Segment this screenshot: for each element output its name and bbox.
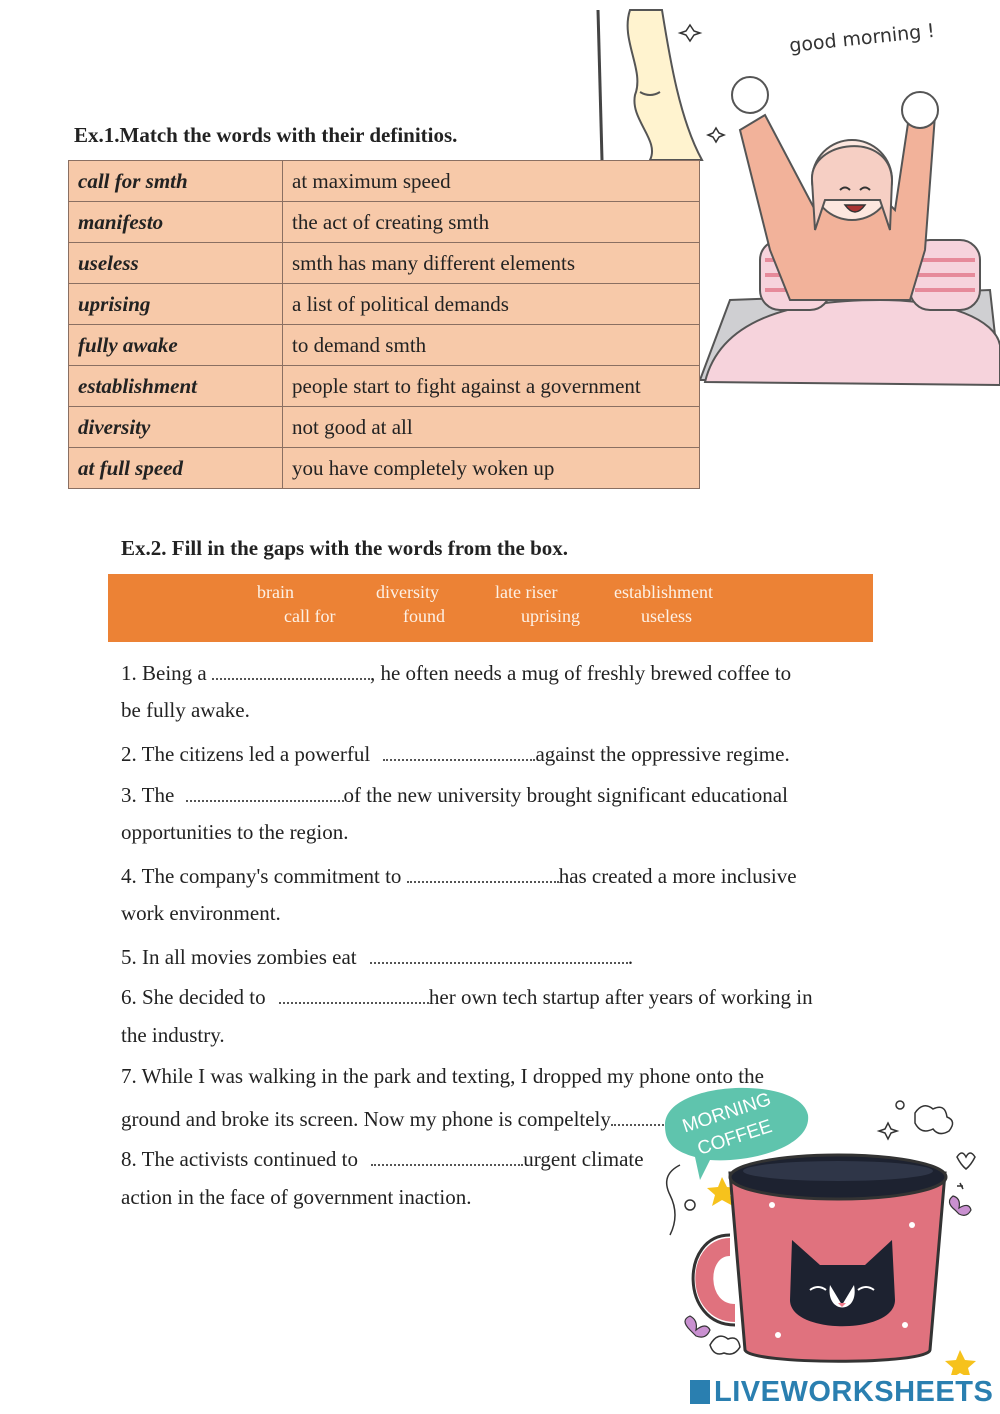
word-box-item: brain — [257, 582, 294, 602]
table-row — [69, 448, 700, 489]
answer-gap[interactable] — [383, 741, 535, 761]
sentence-6: 6. She decided to her own tech startup after years of working in — [121, 985, 813, 1009]
table-row — [69, 202, 700, 243]
word-cell[interactable]: fully awake — [69, 325, 283, 366]
table-row — [69, 161, 700, 202]
definition-cell[interactable]: smth has many different elements — [283, 243, 700, 284]
sentence-4-cont: work environment. — [121, 901, 281, 925]
liveworksheets-logo[interactable]: LIVEWORKSHEETS — [690, 1376, 993, 1409]
definition-cell[interactable]: the act of creating smth — [283, 202, 700, 243]
sentence-1-cont: be fully awake. — [121, 698, 250, 722]
word-cell[interactable]: diversity — [69, 407, 283, 448]
definition-cell[interactable]: people start to fight against a government — [283, 366, 700, 407]
sentence-2: 2. The citizens led a powerful against the oppressive regime. — [121, 742, 790, 766]
table-row — [69, 284, 700, 325]
word-box-item: establishment — [614, 582, 713, 602]
word-box-item: found — [403, 606, 445, 626]
sentence-6-cont: the industry. — [121, 1023, 225, 1047]
exercise2-title: Ex.2. Fill in the gaps with the words from the box. — [121, 536, 569, 560]
sentence-7-cont: ground and broke its screen. Now my phone is compeltely — [121, 1106, 801, 1130]
word-cell[interactable]: manifesto — [69, 202, 283, 243]
word-box-item: late riser — [495, 582, 558, 602]
word-cell[interactable]: establishment — [69, 366, 283, 407]
word-cell[interactable]: at full speed — [69, 448, 283, 489]
table-row — [69, 366, 700, 407]
sentence-1: 1. Being a , he often needs a mug of freshly brewed coffee to — [121, 661, 792, 685]
exercise1-title: Ex.1.Match the words with their definitios. — [74, 123, 458, 147]
definition-cell[interactable]: to demand smth — [283, 325, 700, 366]
sentence-5: 5. In all movies zombies eat . — [121, 945, 634, 969]
sentence-7: 7. While I was walking in the park and texting, I dropped my phone onto the — [121, 1064, 764, 1088]
table-row — [69, 325, 700, 366]
answer-gap[interactable] — [212, 660, 370, 680]
word-box-item: uprising — [521, 606, 581, 626]
definition-cell[interactable]: a list of political demands — [283, 284, 700, 325]
definition-cell[interactable]: not good at all — [283, 407, 700, 448]
definition-cell[interactable]: at maximum speed — [283, 161, 700, 202]
word-box-item: call for — [284, 606, 336, 626]
word-cell[interactable]: useless — [69, 243, 283, 284]
sentence-3: 3. The of the new university brought significant educational — [121, 783, 788, 807]
word-box-item: useless — [641, 606, 692, 626]
table-row — [69, 407, 700, 448]
answer-gap[interactable] — [371, 1146, 523, 1166]
answer-gap[interactable] — [279, 984, 429, 1004]
matching-table — [68, 160, 700, 489]
definition-cell[interactable]: you have completely woken up — [283, 448, 700, 489]
logo-mark-icon — [690, 1380, 710, 1404]
answer-gap[interactable] — [407, 863, 559, 883]
word-box — [108, 574, 873, 642]
sentence-3-cont: opportunities to the region. — [121, 820, 349, 844]
good-morning-caption: good morning ! — [788, 19, 936, 57]
answer-gap[interactable] — [186, 782, 344, 802]
table-row — [69, 243, 700, 284]
sentence-8: 8. The activists continued to urgent climate — [121, 1147, 644, 1171]
word-box-item: diversity — [376, 582, 439, 602]
sentence-4: 4. The company's commitment to has created a more inclusive — [121, 864, 797, 888]
word-cell[interactable]: uprising — [69, 284, 283, 325]
morning-coffee-badge: MORNING COFFEE — [679, 1088, 775, 1160]
sentence-8-cont: action in the face of government inaction. — [121, 1185, 472, 1209]
word-cell[interactable]: call for smth — [69, 161, 283, 202]
answer-gap[interactable] — [370, 944, 628, 964]
